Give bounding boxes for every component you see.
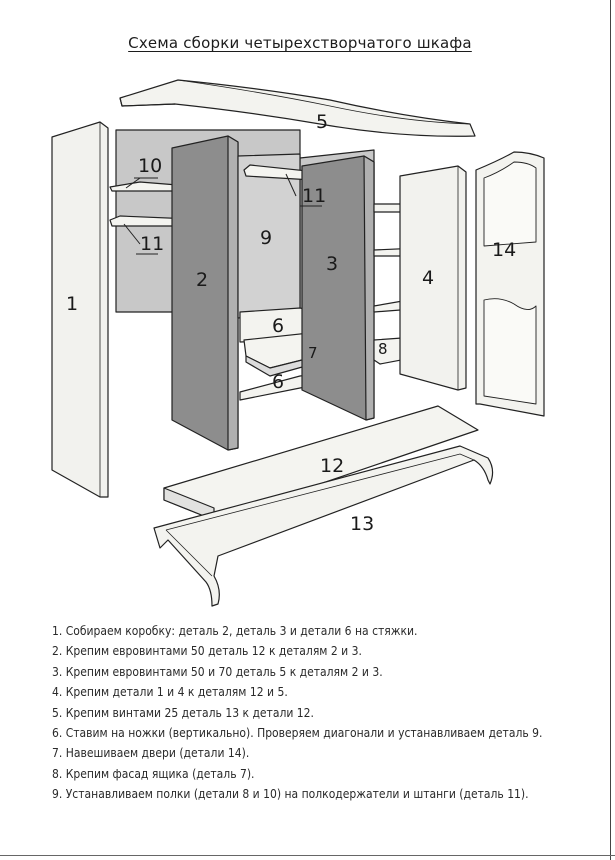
- step-1: 1. Собираем коробку: деталь 2, деталь 3 и детали 6 на стяжки.: [52, 624, 418, 638]
- part-label-13: 13: [350, 513, 375, 535]
- part-label-7: 7: [308, 344, 318, 362]
- part-1-left-side: [52, 122, 108, 497]
- part-label-4: 4: [422, 267, 435, 289]
- part-label-5: 5: [316, 111, 329, 133]
- part-label-8: 8: [378, 340, 388, 358]
- part-label-11-left: 11: [140, 233, 165, 255]
- part-label-14: 14: [492, 239, 517, 261]
- part-label-2: 2: [196, 269, 209, 291]
- part-label-11-center: 11: [302, 185, 327, 207]
- step-8: 8. Крепим фасад ящика (деталь 7).: [52, 766, 255, 781]
- step-6: 6. Ставим на ножки (вертикально). Проверяем диагонали и устанавливаем деталь 9.: [52, 726, 543, 741]
- step-2: 2. Крепим евровинтами 50 деталь 12 к деталям 2 и 3.: [52, 644, 362, 659]
- step-7: 7. Навешиваем двери (детали 14).: [52, 746, 250, 761]
- step-4: 4. Крепим детали 1 и 4 к деталям 12 и 5.: [52, 685, 288, 700]
- part-2-left-partition: [172, 136, 238, 450]
- part-label-10: 10: [138, 155, 163, 177]
- step-3: 3. Крепим евровинтами 50 и 70 деталь 5 к деталям 2 и 3.: [52, 664, 383, 679]
- page-border-bottom: [0, 855, 615, 856]
- step-5: 5. Крепим винтами 25 деталь 13 к детали 12.: [52, 705, 314, 720]
- part-14-door: [476, 152, 544, 416]
- part-label-6-upper: 6: [272, 315, 285, 337]
- part-label-12: 12: [320, 455, 345, 477]
- step-9: 9. Устанавливаем полки (детали 8 и 10) на полкодержатели и штанги (деталь 11).: [52, 787, 529, 802]
- part-5-cornice: [120, 80, 475, 136]
- part-label-1: 1: [66, 293, 79, 315]
- diagram-title: Схема сборки четырехстворчатого шкафа: [128, 34, 472, 52]
- assembly-steps: [52, 621, 597, 805]
- part-label-6-lower: 6: [272, 371, 285, 393]
- part-label-3: 3: [326, 253, 339, 275]
- page-border-right: [610, 0, 611, 860]
- part-label-9: 9: [260, 227, 273, 249]
